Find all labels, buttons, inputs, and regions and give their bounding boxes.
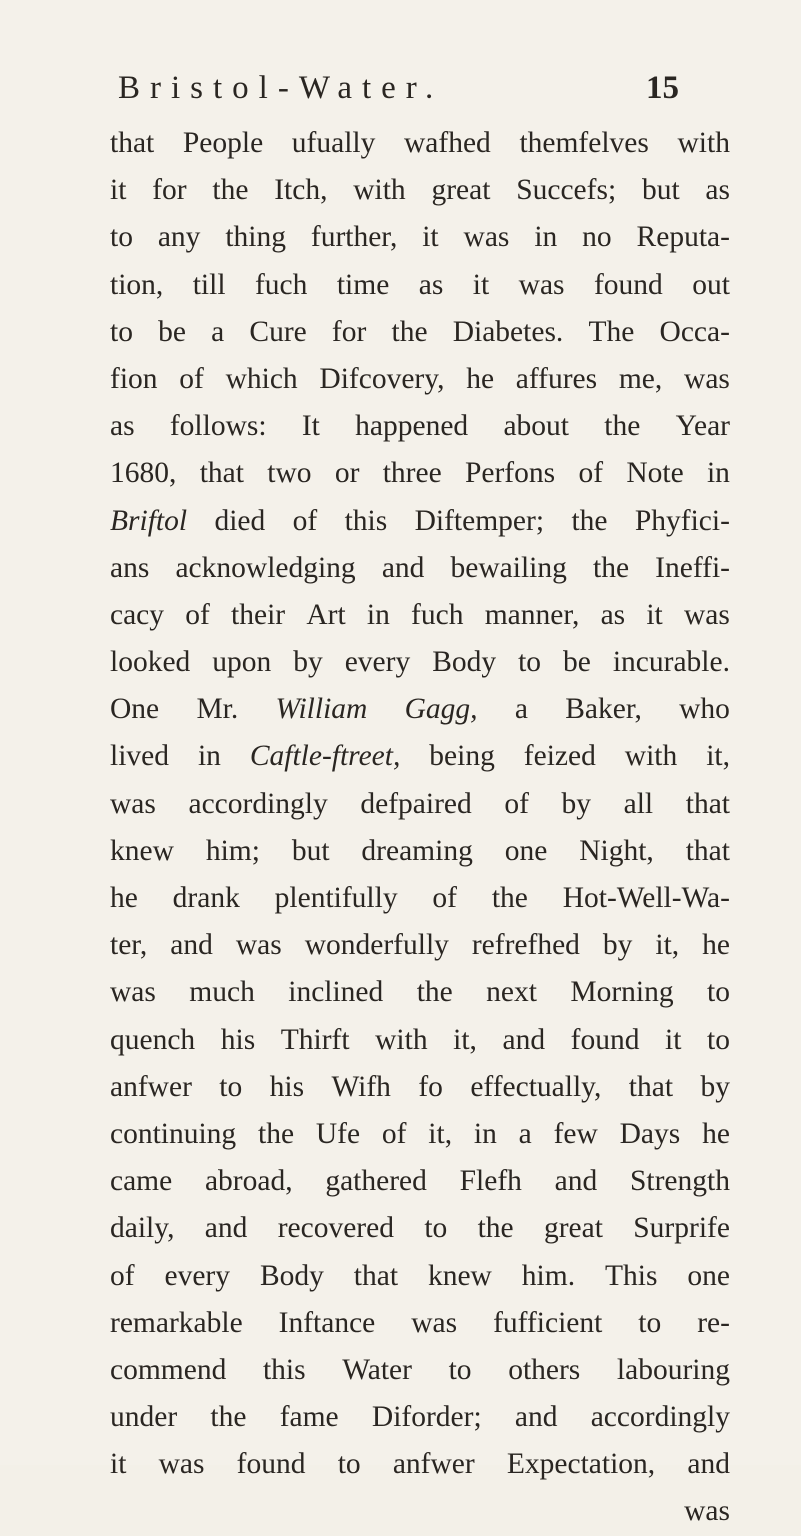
word: a bbox=[211, 315, 225, 348]
word: Expectation, bbox=[506, 1448, 656, 1481]
word: Inftance bbox=[278, 1306, 376, 1339]
word: by bbox=[293, 646, 323, 679]
word: to bbox=[337, 1448, 361, 1481]
word: gathered bbox=[325, 1165, 427, 1198]
text-line bbox=[110, 922, 730, 969]
word: but bbox=[291, 834, 330, 867]
word: it, bbox=[453, 1023, 477, 1056]
word: anfwer bbox=[392, 1448, 475, 1481]
word: Note bbox=[626, 457, 684, 490]
word: this bbox=[262, 1353, 306, 1386]
word: continuing bbox=[110, 1117, 237, 1150]
word: and bbox=[554, 1165, 598, 1198]
word: Diabetes. bbox=[452, 315, 564, 348]
word: few bbox=[553, 1117, 598, 1150]
word: by bbox=[700, 1070, 730, 1103]
text-line bbox=[110, 545, 730, 592]
word: his bbox=[220, 1023, 256, 1056]
word: as bbox=[705, 174, 730, 207]
word: to bbox=[707, 976, 730, 1009]
word: of bbox=[185, 598, 210, 631]
word: One bbox=[110, 693, 160, 726]
word: thing bbox=[225, 221, 286, 254]
word: and bbox=[502, 1023, 546, 1056]
word: plentifully bbox=[274, 882, 398, 914]
word: was bbox=[683, 598, 730, 631]
word: was bbox=[235, 929, 282, 962]
text-line bbox=[110, 1394, 730, 1441]
catchword bbox=[110, 1488, 730, 1535]
word: but bbox=[641, 174, 680, 207]
word: two bbox=[267, 457, 312, 490]
word: was bbox=[158, 1448, 205, 1481]
text-line bbox=[110, 1064, 730, 1111]
word: Briftol bbox=[110, 504, 188, 537]
word: found bbox=[236, 1448, 306, 1481]
word: looked bbox=[110, 646, 191, 679]
word: William bbox=[275, 693, 368, 726]
word: Phyfici- bbox=[634, 504, 730, 537]
word: Body bbox=[259, 1259, 324, 1292]
text-line bbox=[110, 733, 730, 780]
word: it bbox=[422, 221, 439, 254]
word: a bbox=[518, 1117, 532, 1150]
word: quench bbox=[110, 1023, 196, 1056]
word: about bbox=[503, 410, 570, 443]
word: Morning bbox=[570, 976, 674, 1009]
word: which bbox=[225, 362, 298, 395]
word: the bbox=[604, 410, 641, 443]
word: time bbox=[336, 268, 390, 301]
word: affures bbox=[515, 362, 598, 395]
word: him. bbox=[521, 1259, 576, 1292]
text-line bbox=[110, 356, 730, 403]
word: was bbox=[684, 362, 730, 395]
word: it bbox=[110, 1448, 127, 1481]
word: out bbox=[692, 268, 730, 301]
word: as bbox=[110, 410, 135, 443]
text-line bbox=[110, 592, 730, 639]
word: Baker, bbox=[565, 693, 642, 726]
word: of bbox=[292, 504, 318, 537]
word: knew bbox=[427, 1259, 492, 1292]
word: happened bbox=[355, 410, 469, 443]
text-line bbox=[110, 1111, 730, 1158]
word: Days bbox=[619, 1117, 681, 1150]
word: that bbox=[628, 1070, 674, 1103]
word: the bbox=[416, 976, 453, 1009]
word: daily, bbox=[110, 1212, 175, 1245]
word: it, bbox=[706, 740, 730, 773]
word: fion bbox=[110, 362, 158, 395]
word: or bbox=[334, 457, 360, 490]
word: abroad, bbox=[204, 1165, 293, 1198]
word: by bbox=[602, 929, 633, 962]
word: It bbox=[301, 410, 320, 443]
word: the bbox=[477, 1212, 514, 1245]
word: that bbox=[353, 1259, 399, 1292]
word: Wifh bbox=[331, 1070, 391, 1103]
word: follows: bbox=[169, 410, 267, 443]
text-line bbox=[110, 875, 730, 922]
word: drank bbox=[172, 882, 240, 914]
word: recovered bbox=[277, 1212, 394, 1245]
catchword-text: was bbox=[684, 1495, 730, 1528]
word: bewailing bbox=[450, 551, 567, 584]
word: accordingly bbox=[590, 1401, 730, 1434]
word: knew bbox=[110, 834, 174, 867]
word: found bbox=[593, 268, 663, 301]
word: wafhed bbox=[403, 127, 491, 159]
text-line bbox=[110, 1347, 730, 1394]
word: cacy bbox=[110, 598, 165, 631]
word: found bbox=[570, 1023, 640, 1056]
word: and bbox=[381, 551, 425, 584]
word: all bbox=[623, 787, 654, 820]
text-line bbox=[110, 403, 730, 450]
word: Succefs; bbox=[516, 174, 617, 207]
word: The bbox=[588, 315, 635, 348]
text-line bbox=[110, 1158, 730, 1205]
word: that bbox=[685, 834, 730, 867]
word: three bbox=[382, 457, 442, 490]
word: one bbox=[687, 1259, 730, 1292]
word: Year bbox=[675, 410, 730, 443]
word: to bbox=[424, 1212, 448, 1245]
word: in bbox=[366, 598, 390, 631]
text-line bbox=[110, 1205, 730, 1252]
word: of bbox=[504, 787, 529, 820]
word: of bbox=[110, 1259, 135, 1292]
text-line bbox=[110, 639, 730, 686]
word: it bbox=[472, 268, 490, 301]
word: with bbox=[677, 127, 730, 159]
word: the bbox=[491, 882, 528, 914]
word: This bbox=[605, 1259, 658, 1292]
word: Hot-Well-Wa- bbox=[562, 882, 730, 914]
word: and bbox=[514, 1401, 558, 1434]
word: 1680, bbox=[110, 457, 177, 490]
word: Art bbox=[306, 598, 346, 631]
text-line bbox=[110, 450, 730, 497]
word: his bbox=[269, 1070, 305, 1103]
word: themfelves bbox=[519, 127, 649, 159]
word: one bbox=[504, 834, 548, 867]
word: him; bbox=[205, 834, 260, 867]
word: it, bbox=[428, 1117, 453, 1150]
word: fame bbox=[279, 1401, 339, 1434]
body-text bbox=[110, 120, 730, 1536]
word: and bbox=[170, 929, 213, 962]
word: every bbox=[164, 1259, 231, 1292]
word: lived bbox=[110, 740, 169, 773]
word: inclined bbox=[288, 976, 384, 1009]
word: Night, bbox=[579, 834, 654, 867]
word: Surprife bbox=[633, 1212, 730, 1245]
word: Water bbox=[342, 1353, 412, 1386]
text-line bbox=[110, 1300, 730, 1347]
word: fufficient bbox=[493, 1306, 603, 1339]
word: he bbox=[466, 362, 495, 395]
word: fuch bbox=[411, 598, 464, 631]
text-line bbox=[110, 309, 730, 356]
word: the bbox=[258, 1117, 295, 1150]
word: to bbox=[448, 1353, 472, 1386]
word: the bbox=[571, 504, 608, 537]
word: as bbox=[418, 268, 444, 301]
word: to bbox=[110, 221, 133, 254]
word: Cure bbox=[249, 315, 307, 348]
word: it bbox=[646, 598, 663, 631]
word: a bbox=[514, 693, 528, 726]
text-line bbox=[110, 828, 730, 875]
word: tion, bbox=[110, 268, 164, 301]
word: was bbox=[463, 221, 510, 254]
word: re- bbox=[697, 1306, 730, 1339]
word: was bbox=[518, 268, 565, 301]
word: Ufe bbox=[315, 1117, 361, 1150]
word: incurable. bbox=[612, 646, 730, 679]
word: any bbox=[157, 221, 201, 254]
word: the bbox=[212, 174, 249, 207]
word: Ineffi- bbox=[655, 551, 730, 584]
word: being bbox=[429, 740, 495, 773]
word: to bbox=[707, 1023, 730, 1056]
word: further, bbox=[310, 221, 398, 254]
word: dreaming bbox=[361, 834, 473, 867]
word: Thirft bbox=[280, 1023, 350, 1056]
word: he bbox=[110, 882, 138, 914]
word: the bbox=[391, 315, 428, 348]
word: in bbox=[197, 740, 221, 773]
word: labouring bbox=[616, 1353, 730, 1386]
word: next bbox=[486, 976, 537, 1009]
word: Diforder; bbox=[371, 1401, 482, 1434]
page-header bbox=[118, 70, 718, 120]
word: remarkable bbox=[110, 1306, 243, 1339]
word: for bbox=[152, 174, 187, 207]
word: in bbox=[473, 1117, 497, 1150]
word: of bbox=[179, 362, 204, 395]
word: came bbox=[110, 1165, 173, 1198]
word: it, bbox=[655, 929, 680, 962]
word: Occa- bbox=[659, 315, 730, 348]
word: of bbox=[381, 1117, 407, 1150]
text-line bbox=[110, 686, 730, 733]
word: under bbox=[110, 1401, 178, 1434]
word: the bbox=[593, 551, 630, 584]
word: it bbox=[665, 1023, 682, 1056]
word: no bbox=[582, 221, 612, 254]
word: Gagg, bbox=[404, 693, 478, 726]
word: for bbox=[331, 315, 367, 348]
word: to bbox=[518, 646, 542, 679]
word: defpaired bbox=[360, 787, 472, 820]
word: who bbox=[679, 693, 730, 726]
word: it bbox=[110, 174, 127, 207]
word: in bbox=[706, 457, 730, 490]
word: ans bbox=[110, 551, 150, 584]
text-line bbox=[110, 781, 730, 828]
word: Mr. bbox=[196, 693, 239, 726]
text-line bbox=[110, 167, 730, 214]
text-line bbox=[110, 120, 730, 167]
word: with bbox=[624, 740, 678, 773]
word: Difcovery, bbox=[319, 362, 445, 395]
word: was bbox=[411, 1306, 458, 1339]
word: that bbox=[110, 127, 155, 159]
word: be bbox=[563, 646, 591, 679]
word: Perfons bbox=[464, 457, 556, 490]
word: was bbox=[110, 787, 156, 820]
word: the bbox=[210, 1401, 247, 1434]
word: others bbox=[508, 1353, 581, 1386]
word: Strength bbox=[629, 1165, 730, 1198]
word: that bbox=[199, 457, 244, 490]
text-line bbox=[110, 969, 730, 1016]
word: was bbox=[110, 976, 156, 1009]
word: and bbox=[204, 1212, 248, 1245]
word: of bbox=[578, 457, 604, 490]
word: fuch bbox=[254, 268, 308, 301]
word: fo bbox=[418, 1070, 443, 1103]
word: and bbox=[687, 1448, 730, 1481]
word: he bbox=[702, 929, 730, 962]
word: manner, bbox=[484, 598, 580, 631]
word: to bbox=[638, 1306, 662, 1339]
word: died bbox=[214, 504, 266, 537]
word: acknowledging bbox=[175, 551, 356, 584]
word: as bbox=[600, 598, 626, 631]
word: Diftemper; bbox=[414, 504, 545, 537]
word: with bbox=[353, 174, 406, 207]
word: that bbox=[685, 787, 730, 820]
word: great bbox=[431, 174, 491, 207]
word: much bbox=[189, 976, 255, 1009]
word: their bbox=[231, 598, 286, 631]
text-line bbox=[110, 262, 730, 309]
word: to bbox=[219, 1070, 243, 1103]
word: ufually bbox=[291, 127, 376, 159]
text-line bbox=[110, 1253, 730, 1300]
word: great bbox=[543, 1212, 603, 1245]
word: Reputa- bbox=[636, 221, 730, 254]
word: Flefh bbox=[459, 1165, 522, 1198]
word: anfwer bbox=[110, 1070, 192, 1103]
word: be bbox=[158, 315, 186, 348]
word: this bbox=[344, 504, 388, 537]
page-number: 15 bbox=[646, 70, 679, 106]
running-title: Bristol-Water. bbox=[118, 70, 444, 106]
word: People bbox=[182, 127, 264, 159]
word: Caftle-ftreet, bbox=[249, 740, 401, 773]
word: to bbox=[110, 315, 133, 348]
word: till bbox=[192, 268, 226, 301]
word: effectually, bbox=[470, 1070, 602, 1103]
word: of bbox=[432, 882, 457, 914]
word: upon bbox=[212, 646, 272, 679]
word: every bbox=[344, 646, 411, 679]
word: feized bbox=[523, 740, 596, 773]
text-line bbox=[110, 214, 730, 261]
word: ter, bbox=[110, 929, 148, 962]
word: refrefhed bbox=[471, 929, 580, 962]
word: accordingly bbox=[188, 787, 328, 820]
word: Itch, bbox=[274, 174, 328, 207]
word: by bbox=[561, 787, 592, 820]
text-line bbox=[110, 1017, 730, 1064]
word: with bbox=[375, 1023, 428, 1056]
word: wonderfully bbox=[304, 929, 449, 962]
word: Body bbox=[432, 646, 497, 679]
word: commend bbox=[110, 1353, 227, 1386]
text-line bbox=[110, 498, 730, 545]
word: me, bbox=[618, 362, 663, 395]
word: in bbox=[534, 221, 558, 254]
word: he bbox=[702, 1117, 730, 1150]
